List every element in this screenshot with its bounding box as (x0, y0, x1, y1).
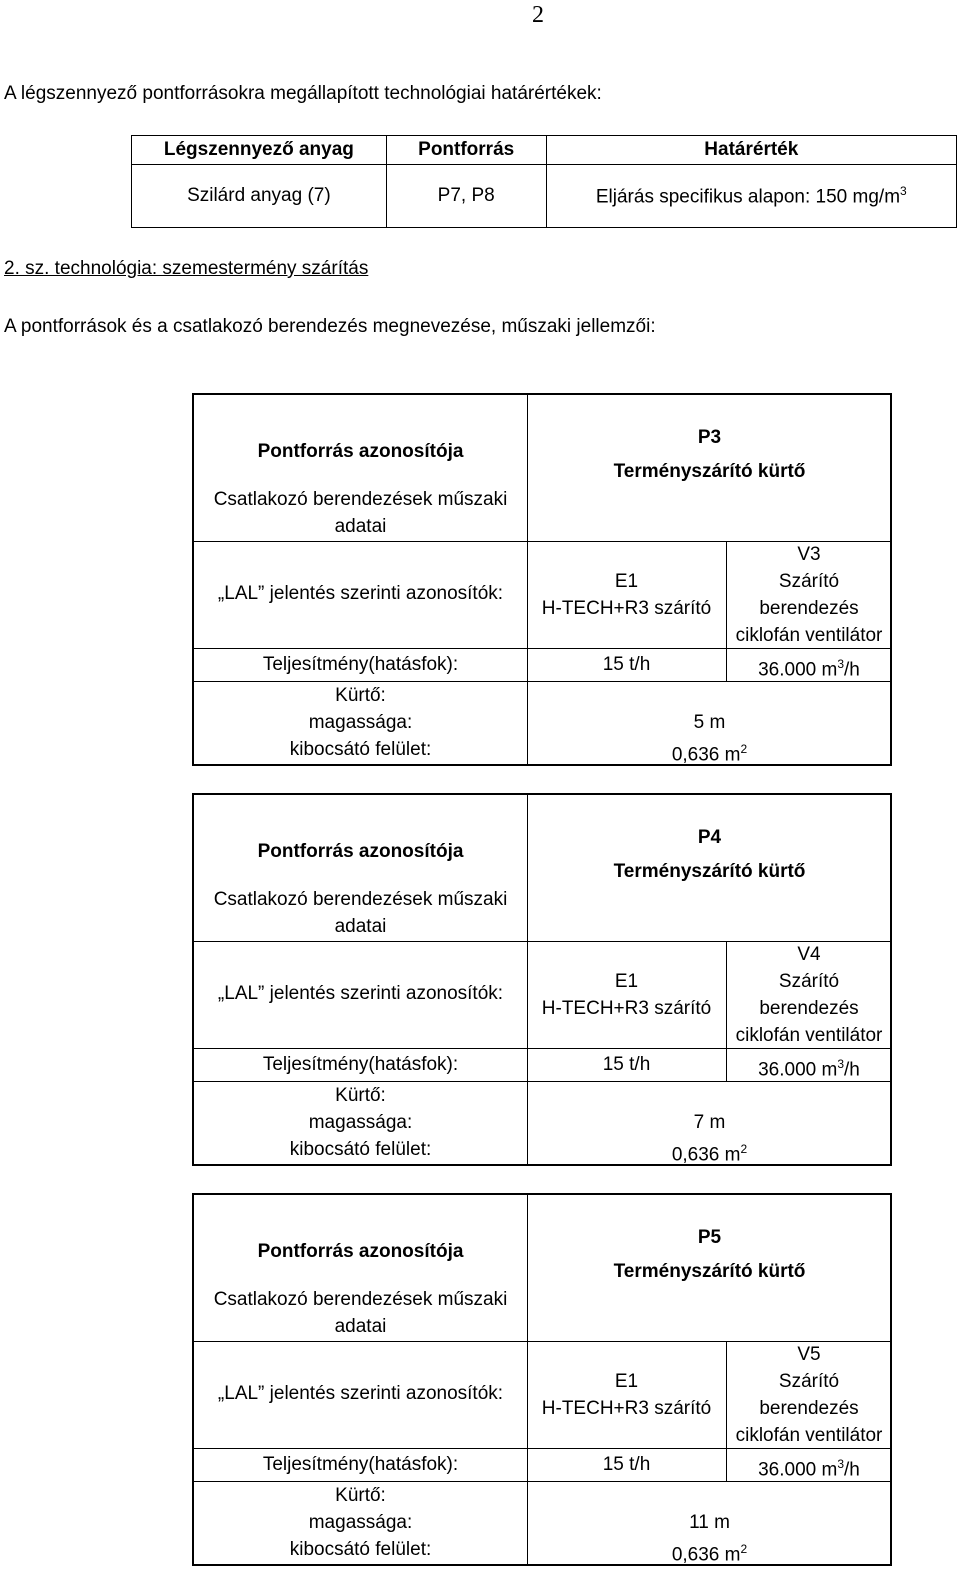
table-row (132, 165, 957, 228)
cell-limit-text: Eljárás specifikus alapon: 150 mg/m (595, 186, 901, 208)
source-name: Terményszárító kürtő (613, 461, 806, 482)
label-connected-line2: adatai (334, 1316, 387, 1337)
limits-table-header (132, 136, 957, 165)
performance-v-sup: 3 (837, 1457, 845, 1471)
source-name: Terményszárító kürtő (613, 1261, 806, 1282)
chimney-height: 11 m (689, 1512, 730, 1533)
performance-v-tail: /h (844, 1459, 860, 1481)
label-chimney: Kürtő: (335, 1485, 386, 1506)
v-line2: Szárító (778, 971, 840, 992)
label-surface: kibocsátó felület: (289, 1139, 432, 1160)
e-line2: H-TECH+R3 szárító (541, 598, 712, 619)
v-line1: V3 (797, 544, 821, 565)
header-limit: Határérték (546, 136, 956, 165)
chimney-surface-sup: 2 (740, 1542, 748, 1556)
performance-v (726, 651, 892, 683)
cell-point-source: P7, P8 (386, 165, 546, 228)
cell-limit (546, 165, 956, 228)
cell-pollutant: Szilárd anyag (7) (132, 165, 387, 228)
v-line2: Szárító (778, 571, 840, 592)
label-height: magassága: (308, 1112, 413, 1133)
v-line2: Szárító (778, 1371, 840, 1392)
label-connected-line2: adatai (334, 516, 387, 537)
performance-v-tail: /h (844, 1059, 860, 1081)
performance-v-tail: /h (844, 659, 860, 681)
label-connected-line1: Csatlakozó berendezések műszaki (213, 889, 508, 910)
label-connected-line1: Csatlakozó berendezések műszaki (213, 489, 508, 510)
point-source-block (192, 793, 892, 1166)
label-connected-line1: Csatlakozó berendezések műszaki (213, 1289, 508, 1310)
label-height: magassága: (308, 1512, 413, 1533)
intro-text: A légszennyező pontforrásokra megállapított technológiai határértékek: (4, 83, 602, 104)
page-number: 2 (532, 2, 544, 28)
label-performance: Teljesítmény(hatásfok): (262, 1054, 459, 1075)
header-point-source: Pontforrás (386, 136, 546, 165)
label-performance: Teljesítmény(hatásfok): (262, 654, 459, 675)
chimney-height: 5 m (693, 712, 726, 733)
v-line1: V5 (797, 1344, 821, 1365)
e-line1: E1 (614, 971, 639, 992)
label-height: magassága: (308, 712, 413, 733)
source-id: P4 (697, 827, 722, 848)
performance-v-text: 36.000 m (758, 1459, 838, 1481)
performance-v-sup: 3 (837, 657, 845, 671)
point-source-block (192, 393, 892, 766)
v-line4: ciklofán ventilátor (735, 1025, 883, 1046)
v-line4: ciklofán ventilátor (735, 1425, 883, 1446)
performance-v-sup: 3 (837, 1057, 845, 1071)
source-name: Terményszárító kürtő (613, 861, 806, 882)
point-source-block (192, 1193, 892, 1566)
e-line1: E1 (614, 1371, 639, 1392)
chimney-surface-text: 0,636 m (671, 1144, 741, 1166)
label-surface: kibocsátó felület: (289, 1539, 432, 1560)
performance-v (726, 1451, 892, 1483)
e-line1: E1 (614, 571, 639, 592)
performance-e: 15 t/h (602, 1054, 651, 1075)
chimney-surface (527, 1536, 892, 1568)
v-line3: berendezés (759, 1398, 859, 1419)
chimney-surface-sup: 2 (740, 742, 748, 756)
chimney-surface-sup: 2 (740, 1142, 748, 1156)
label-point-source-id: Pontforrás azonosítója (257, 441, 464, 462)
source-id: P3 (697, 427, 722, 448)
v-line3: berendezés (759, 598, 859, 619)
chimney-surface-text: 0,636 m (671, 744, 741, 766)
v-line3: berendezés (759, 998, 859, 1019)
performance-v-text: 36.000 m (758, 1059, 838, 1081)
chimney-height: 7 m (693, 1112, 726, 1133)
e-line2: H-TECH+R3 szárító (541, 1398, 712, 1419)
label-lal: „LAL” jelentés szerinti azonosítók: (217, 583, 504, 604)
header-pollutant: Légszennyező anyag (132, 136, 387, 165)
chimney-surface-text: 0,636 m (671, 1544, 741, 1566)
label-chimney: Kürtő: (335, 1085, 386, 1106)
section-title: 2. sz. technológia: szemestermény szárítás (4, 258, 369, 279)
v-line1: V4 (797, 944, 821, 965)
label-connected-line2: adatai (334, 916, 387, 937)
source-id: P5 (697, 1227, 722, 1248)
label-point-source-id: Pontforrás azonosítója (257, 1241, 464, 1262)
section-subtitle: A pontforrások és a csatlakozó berendezés megnevezése, műszaki jellemzői: (4, 316, 656, 337)
label-surface: kibocsátó felület: (289, 739, 432, 760)
label-lal: „LAL” jelentés szerinti azonosítók: (217, 1383, 504, 1404)
label-chimney: Kürtő: (335, 685, 386, 706)
performance-e: 15 t/h (602, 1454, 651, 1475)
performance-v-text: 36.000 m (758, 659, 838, 681)
v-line4: ciklofán ventilátor (735, 625, 883, 646)
label-lal: „LAL” jelentés szerinti azonosítók: (217, 983, 504, 1004)
label-point-source-id: Pontforrás azonosítója (257, 841, 464, 862)
label-performance: Teljesítmény(hatásfok): (262, 1454, 459, 1475)
e-line2: H-TECH+R3 szárító (541, 998, 712, 1019)
chimney-surface (527, 736, 892, 768)
cell-limit-sup: 3 (900, 183, 907, 198)
chimney-surface (527, 1136, 892, 1168)
performance-e: 15 t/h (602, 654, 651, 675)
performance-v (726, 1051, 892, 1083)
limits-table (131, 135, 957, 228)
